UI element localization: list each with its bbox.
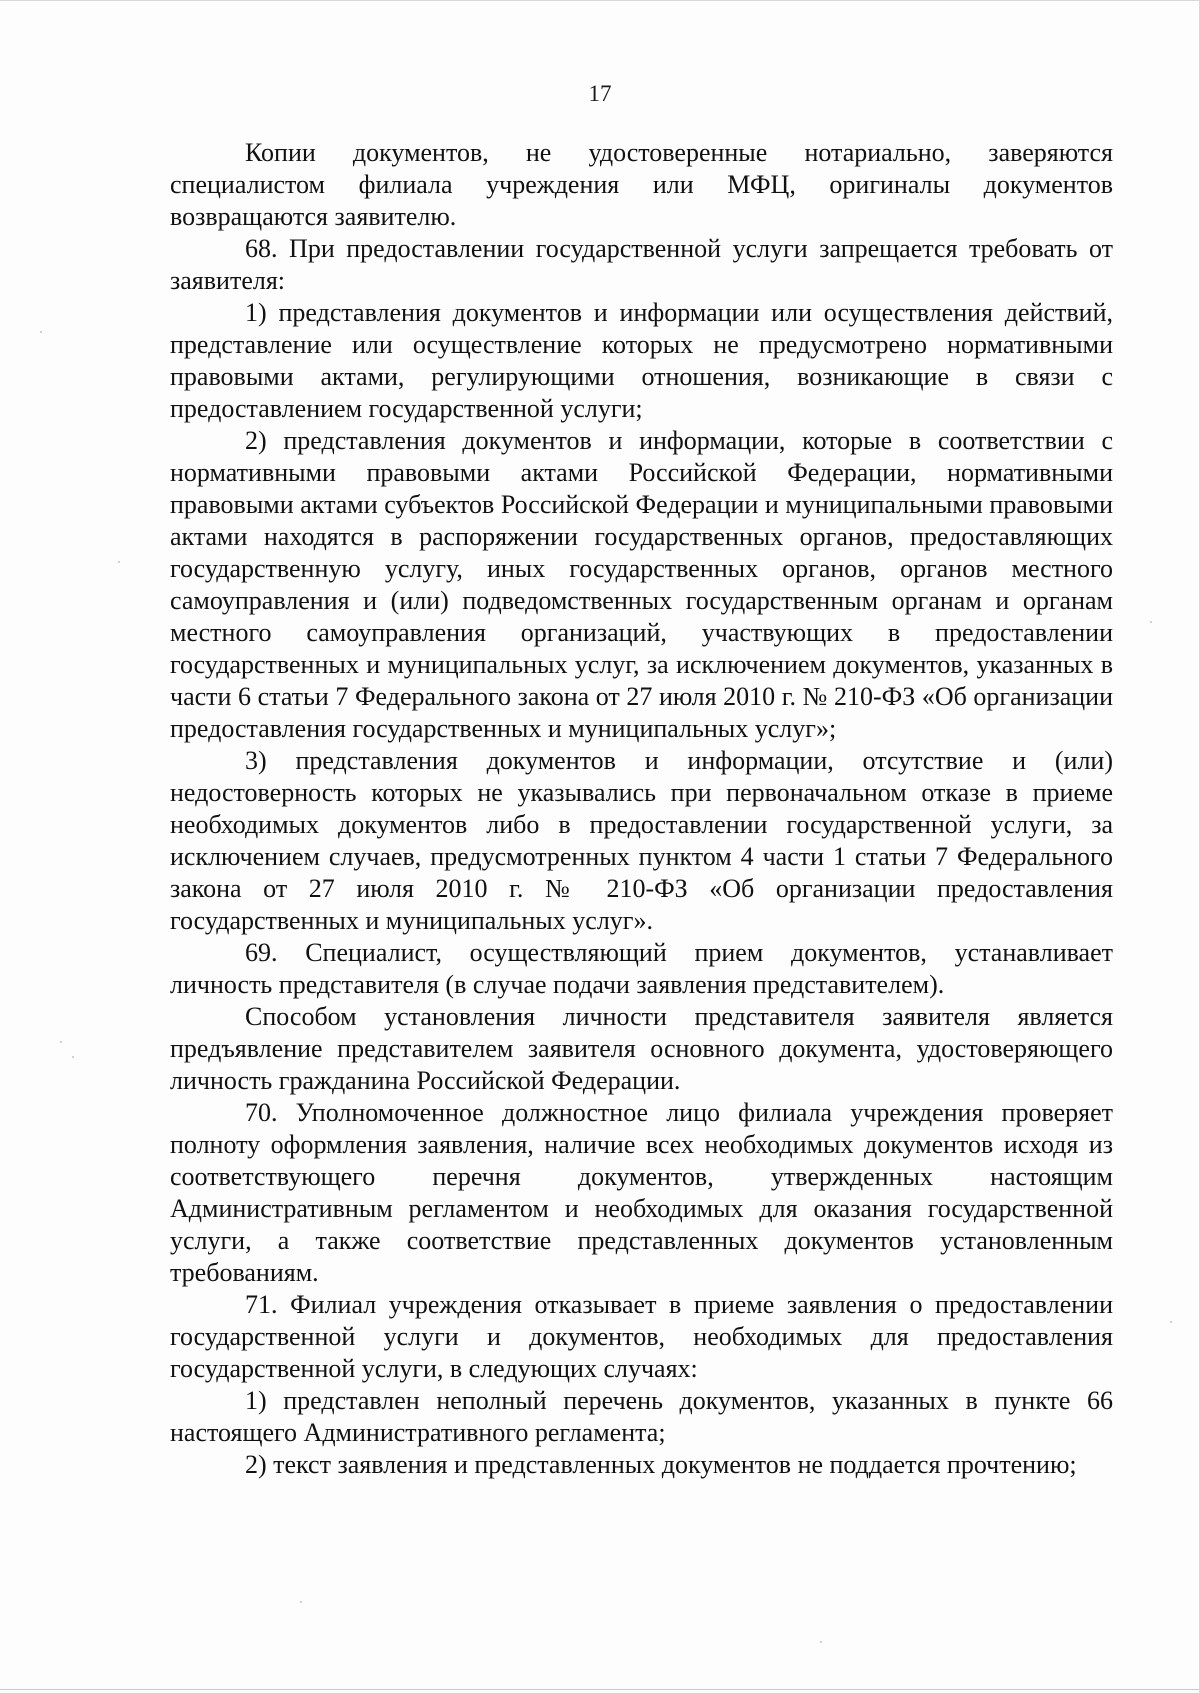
scan-speck: [1150, 621, 1152, 623]
paragraph-69: 69. Специалист, осуществляющий прием документов, устанавливает личность представителя (в случае подачи заявления представителем).: [170, 938, 1113, 999]
paragraph-71-item-1: 1) представлен неполный перечень документов, указанных в пункте 66 настоящего Административного регламента;: [170, 1386, 1113, 1447]
scan-speck: [72, 1056, 74, 1058]
scan-speck: [300, 1601, 302, 1603]
paragraph-71: 71. Филиал учреждения отказывает в приеме заявления о предоставлении государственной услуги и документов, необходимых для предоставления государственной услуги, в следующих случаях:: [170, 1290, 1113, 1383]
paragraph-68-item-2: 2) представления документов и информации, которые в соответствии с нормативными правовыми актами Российской Федерации, нормативными правовыми актами субъектов Российской Федерации и муниципальными правовыми актами находятся в распоряжении государственных органов, предоставляющих государственную услугу, иных государственных органов, органов местного самоуправления и (или) подведомственных государственным органам и органам местного самоуправления организаций, участвующих в предоставлении государственных и муниципальных услуг, за исключением документов, указанных в части 6 статьи 7 Федерального закона от 27 июля 2010 г. № 210-ФЗ «Об организации предоставления государственных и муниципальных услуг»;: [170, 426, 1113, 743]
paragraph-71-item-2: 2) текст заявления и представленных документов не поддается прочтению;: [245, 1450, 1077, 1479]
paragraph-copies-certification: Копии документов, не удостоверенные нотариально, заверяются специалистом филиала учреждения или МФЦ, оригиналы документов возвращаются заявителю.: [170, 138, 1113, 231]
paragraph-identification-method: Способом установления личности представителя заявителя является предъявление представителем заявителя основного документа, удостоверяющего личность гражданина Российской Федерации.: [170, 1002, 1113, 1095]
paragraph-68-item-3: 3) представления документов и информации, отсутствие и (или) недостоверность которых не указывались при первоначальном отказе в приеме необходимых документов либо в предоставлении государственной услуги, за исключением случаев, предусмотренных пунктом 4 части 1 статьи 7 Федерального закона от 27 июля 2010 г. № 210-ФЗ «Об организации предоставления государственных и муниципальных услуг».: [170, 746, 1113, 935]
paragraph-68: 68. При предоставлении государственной услуги запрещается требовать от заявителя:: [170, 234, 1113, 295]
scan-speck: [1170, 1321, 1172, 1323]
scan-speck: [60, 1041, 62, 1043]
document-body: [170, 137, 1113, 1481]
scan-speck: [820, 1641, 822, 1643]
scan-speck: [40, 331, 42, 333]
paragraph-68-item-1: 1) представления документов и информации или осуществления действий, представление или осуществление которых не предусмотрено нормативными правовыми актами, регулирующими отношения, возникающие в связи с предоставлением государственной услуги;: [170, 298, 1113, 423]
scan-edge-line: [0, 1689, 1200, 1690]
page-number: 17: [588, 81, 612, 106]
paragraph-70: 70. Уполномоченное должностное лицо филиала учреждения проверяет полноту оформления заявления, наличие всех необходимых документов исходя из соответствующего перечня документов, утвержденных настоящим Административным регламентом и необходимых для оказания государственной услуги, а также соответствие представленных документов установленным требованиям.: [170, 1098, 1113, 1287]
scan-speck: [118, 561, 120, 563]
